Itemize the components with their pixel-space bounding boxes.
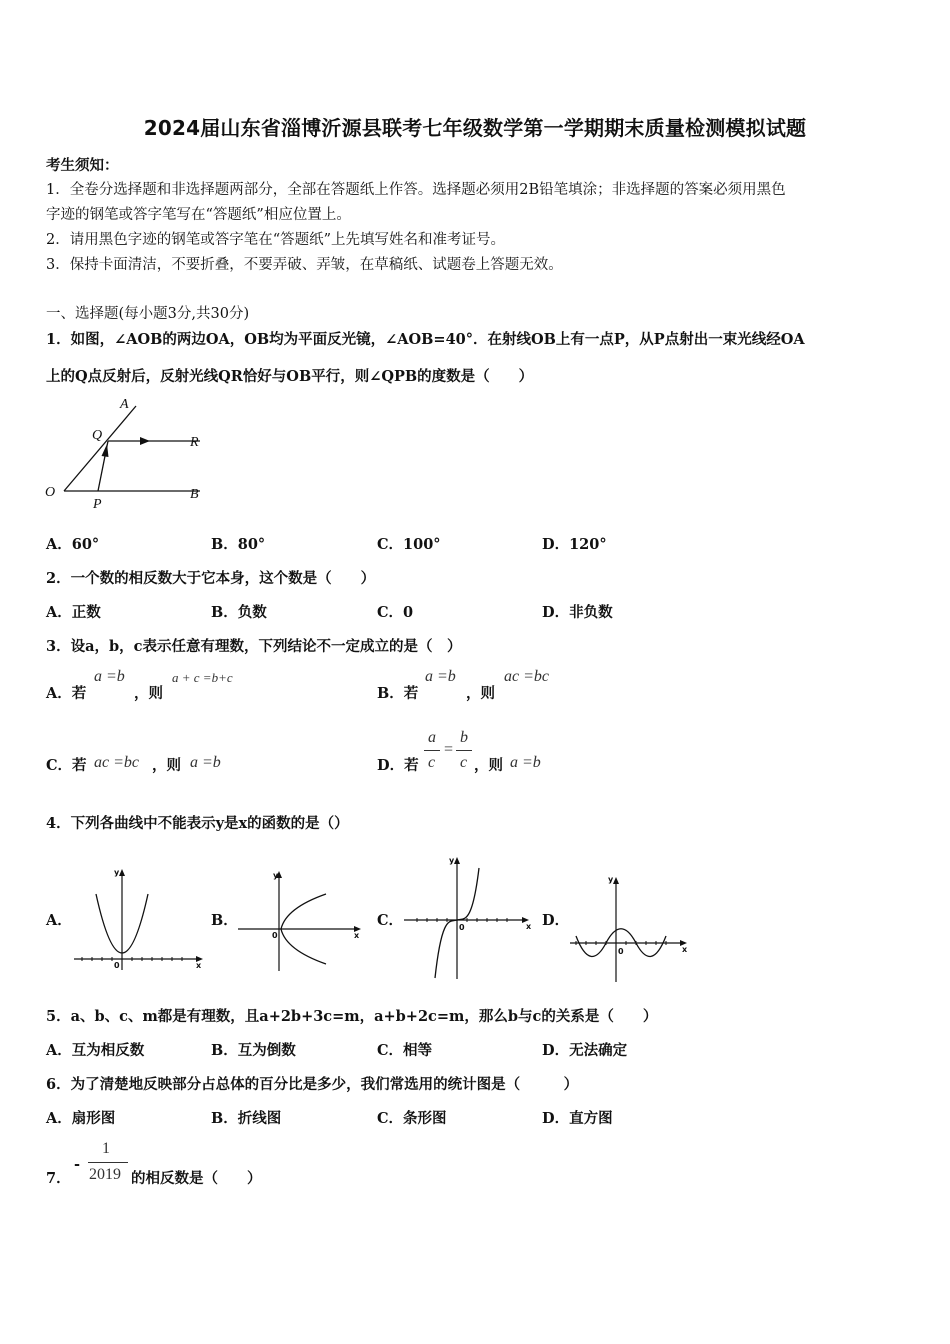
q3-d-prefix: D．若 bbox=[377, 757, 419, 774]
q7-fraction-denominator: 2019 bbox=[89, 1166, 121, 1183]
q1-stem-line1: 1．如图，∠AOB的两边OA，OB均为平面反光镜，∠AOB=40°．在射线OB上有一点P，从P点射出一束光线经OA bbox=[46, 331, 805, 348]
q3-d-denominator-1: c bbox=[428, 754, 436, 771]
q4-label-c: C． bbox=[377, 912, 404, 929]
q6-stem: 6．为了清楚地反映部分占总体的百分比是多少，我们常选用的统计图是（ ） bbox=[46, 1076, 579, 1093]
q6-option-b: B．折线图 bbox=[211, 1110, 282, 1127]
q4-d-y-label: y bbox=[608, 875, 614, 884]
q4-label-b: B． bbox=[211, 912, 238, 929]
q4-b-origin-label: 0 bbox=[272, 931, 278, 940]
q3-b-condition: a =b bbox=[425, 668, 456, 685]
q7-fraction-numerator: 1 bbox=[102, 1140, 110, 1157]
q5-option-b: B．互为倒数 bbox=[211, 1042, 296, 1059]
q4-label-a: A． bbox=[46, 912, 72, 929]
q5-option-d: D．无法确定 bbox=[542, 1042, 628, 1059]
q7-minus-sign: - bbox=[74, 1156, 81, 1173]
q6-option-c: C．条形图 bbox=[377, 1110, 447, 1127]
q1-label-q: Q bbox=[92, 428, 103, 443]
q5-option-c: C．相等 bbox=[377, 1042, 433, 1059]
q4-label-d: D． bbox=[542, 912, 570, 929]
q5-stem: 5．a、b、c、m都是有理数，且a+2b+3c=m，a+b+2c=m，那么b与c的关系是（ ） bbox=[46, 1008, 658, 1025]
q6-option-d: D．直方图 bbox=[542, 1110, 613, 1127]
page-title: 2024届山东省淄博沂源县联考七年级数学第一学期期末质量检测模拟试题 bbox=[143, 116, 807, 140]
q4-graph-b bbox=[236, 866, 366, 976]
q4-a-origin-label: 0 bbox=[114, 961, 120, 970]
q3-c-then: ，则 bbox=[152, 757, 181, 774]
q4-stem: 4．下列各曲线中不能表示y是x的函数的是（） bbox=[46, 815, 349, 832]
q1-option-c: C．100° bbox=[377, 536, 441, 553]
notice-item-3: 3．保持卡面清洁，不要折叠，不要弄破、弄皱，在草稿纸、试题卷上答题无效。 bbox=[46, 257, 563, 273]
q6-option-a: A．扇形图 bbox=[46, 1110, 116, 1127]
q4-graph-a bbox=[70, 862, 205, 974]
q1-label-p: P bbox=[93, 497, 102, 512]
q7-stem: 的相反数是（ ） bbox=[131, 1170, 262, 1187]
q1-label-b: B bbox=[190, 487, 199, 502]
q1-stem-line2: 上的Q点反射后，反射光线QR恰好与OB平行，则∠QPB的度数是（ ） bbox=[46, 368, 534, 385]
q3-d-fraction-bar-2 bbox=[456, 750, 472, 751]
q1-label-a: A bbox=[120, 397, 129, 412]
q3-d-fraction-bar-1 bbox=[424, 750, 440, 751]
q4-d-x-label: x bbox=[682, 945, 688, 954]
q3-b-prefix: B．若 bbox=[377, 685, 419, 702]
q4-graph-d bbox=[568, 870, 693, 982]
q3-a-conclusion: a + c =b+c bbox=[172, 670, 233, 685]
notice-heading: 考生须知： bbox=[46, 157, 119, 174]
q1-reflection-diagram bbox=[40, 392, 220, 517]
q4-d-origin-label: 0 bbox=[618, 947, 624, 956]
q2-option-c: C．0 bbox=[377, 604, 414, 621]
q1-option-b: B．80° bbox=[211, 536, 266, 553]
q5-option-a: A．互为相反数 bbox=[46, 1042, 145, 1059]
q4-b-x-label: x bbox=[354, 931, 360, 940]
q4-c-y-label: y bbox=[449, 856, 455, 865]
q1-option-d: D．120° bbox=[542, 536, 607, 553]
q3-stem: 3．设a，b，c表示任意有理数，下列结论不一定成立的是（ ） bbox=[46, 638, 462, 655]
q3-d-then: ，则 bbox=[474, 757, 503, 774]
q2-stem: 2．一个数的相反数大于它本身，这个数是（ ） bbox=[46, 570, 376, 587]
q3-a-condition: a =b bbox=[94, 668, 125, 685]
q3-c-condition: ac =bc bbox=[94, 754, 139, 771]
q3-a-then: ，则 bbox=[134, 685, 163, 702]
q4-a-y-label: y bbox=[114, 868, 120, 877]
q3-d-numerator-1: a bbox=[428, 729, 436, 746]
section-heading: 一、选择题(每小题3分,共30分) bbox=[46, 306, 250, 322]
notice-item-1: 1．全卷分选择题和非选择题两部分，全部在答题纸上作答。选择题必须用2B铅笔填涂；非选择题的答案必须用黑色 bbox=[46, 182, 786, 198]
q3-d-denominator-2: c bbox=[460, 754, 468, 771]
q2-option-b: B．负数 bbox=[211, 604, 267, 621]
q2-option-d: D．非负数 bbox=[542, 604, 613, 621]
q3-c-conclusion: a =b bbox=[190, 754, 221, 771]
q4-c-origin-label: 0 bbox=[459, 923, 465, 932]
q4-graph-c bbox=[402, 854, 536, 982]
q3-c-prefix: C．若 bbox=[46, 757, 87, 774]
q3-d-equals: = bbox=[444, 741, 454, 758]
q7-fraction-bar bbox=[88, 1162, 128, 1163]
q3-a-prefix: A．若 bbox=[46, 685, 87, 702]
q3-b-conclusion: ac =bc bbox=[504, 668, 549, 685]
q3-b-then: ，则 bbox=[466, 685, 495, 702]
q7-number: 7． bbox=[46, 1170, 71, 1187]
notice-item-1-cont: 字迹的钢笔或答字笔写在“答题纸”相应位置上。 bbox=[46, 207, 351, 223]
notice-item-2: 2．请用黑色字迹的钢笔或答字笔在“答题纸”上先填写姓名和准考证号。 bbox=[46, 232, 506, 248]
q1-label-o: O bbox=[45, 485, 56, 500]
q4-a-x-label: x bbox=[196, 961, 202, 970]
q4-b-y-label: y bbox=[273, 871, 279, 880]
q1-label-r: R bbox=[190, 435, 199, 450]
q2-option-a: A．正数 bbox=[46, 604, 101, 621]
q1-option-a: A．60° bbox=[46, 536, 100, 553]
q3-d-conclusion: a =b bbox=[510, 754, 541, 771]
q3-d-numerator-2: b bbox=[460, 729, 468, 746]
q4-c-x-label: x bbox=[526, 922, 532, 931]
